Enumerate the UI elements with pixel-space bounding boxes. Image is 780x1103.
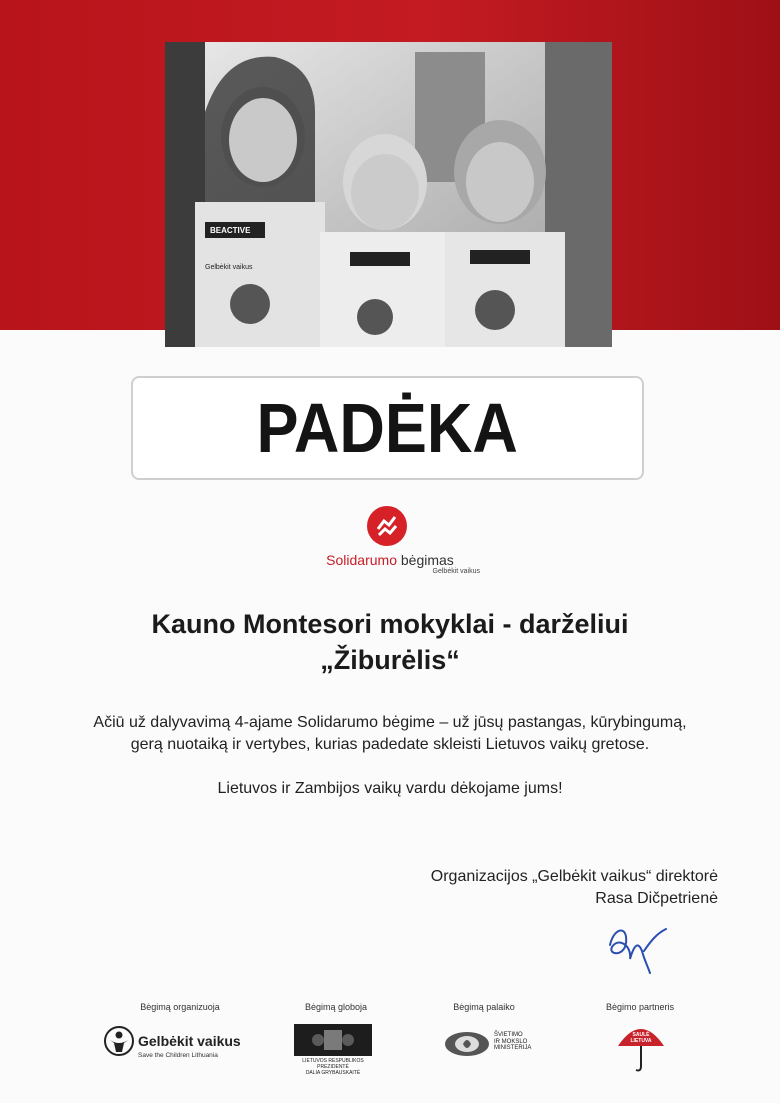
- partner-name-2: LIETUVA: [630, 1038, 652, 1044]
- signer-position: Organizacijos „Gelbėkit vaikus“ direktorė: [430, 868, 718, 885]
- organizer-label: Bėgimą organizuoja: [140, 1002, 220, 1012]
- supporter-line-2: IR MOKSLO: [494, 1038, 528, 1045]
- supporter-text: [494, 1032, 554, 1052]
- coat-of-arms-icon: [294, 1024, 372, 1056]
- children-photo: [165, 42, 612, 347]
- event-logo-name-2: bėgimas: [400, 552, 454, 568]
- signer-block: [300, 866, 718, 910]
- organizer-subtitle: Save the Children Lithuania: [138, 1052, 218, 1059]
- thanks-line: Lietuvos ir Zambijos vaikų vardu dėkojame jums!: [217, 780, 563, 797]
- patron-line-1: LIETUVOS RESPUBLIKOS PREZIDENTĖ: [302, 1058, 364, 1070]
- page-title: PADĖKA: [256, 389, 519, 467]
- body-line-2: gerą nuotaiką ir vertybes, kurias padedate skleisti Lietuvos vaikų gretose.: [130, 736, 650, 753]
- supporter-line-3: MINISTERIJA: [494, 1045, 532, 1051]
- solidarumo-begimas-logo-icon: [366, 505, 408, 547]
- shirt-print-2: Gelbėkit vaikus: [205, 264, 253, 271]
- president-emblem: [294, 1024, 372, 1056]
- title-box: [131, 376, 644, 480]
- gelbekit-vaikus-logo-icon: [104, 1026, 134, 1056]
- thanks-body: [30, 712, 750, 756]
- patron-label: Bėgimą globoja: [304, 1002, 368, 1012]
- event-logo-name: [300, 552, 480, 568]
- event-logo-name-1: Solidarumo: [326, 552, 397, 568]
- patron-line-2: DALIA GRYBAUSKAITĖ: [305, 1070, 361, 1076]
- recipient: [40, 606, 740, 678]
- partner-label: Bėgimo partneris: [605, 1002, 675, 1012]
- handwritten-signature: [600, 915, 680, 975]
- shirt-print-1: BEACTIVE: [210, 226, 251, 235]
- partner-name-1: SAULĖ: [632, 1032, 650, 1038]
- event-logo-subtitle: Gelbėkit vaikus: [432, 568, 480, 575]
- organizer-name: Gelbėkit vaikus: [138, 1033, 241, 1049]
- supporter-line-1: ŠVIETIMO: [494, 1032, 523, 1038]
- partner-name: [618, 1032, 664, 1044]
- ministry-logo-icon: [443, 1030, 491, 1058]
- signer-name: Rasa Dičpetrienė: [595, 890, 718, 907]
- recipient-line-2: „Žiburėlis“: [320, 645, 460, 675]
- supporter-label: Bėgimą palaiko: [453, 1002, 515, 1012]
- patron-text: [290, 1058, 376, 1076]
- recipient-line-1: Kauno Montesori mokyklai - darželiui: [151, 609, 629, 639]
- umbrella-logo-icon: [616, 1018, 666, 1074]
- body-line-1: Ačiū už dalyvavimą 4-ajame Solidarumo bėgime – už jūsų pastangas, kūrybingumą,: [93, 714, 687, 731]
